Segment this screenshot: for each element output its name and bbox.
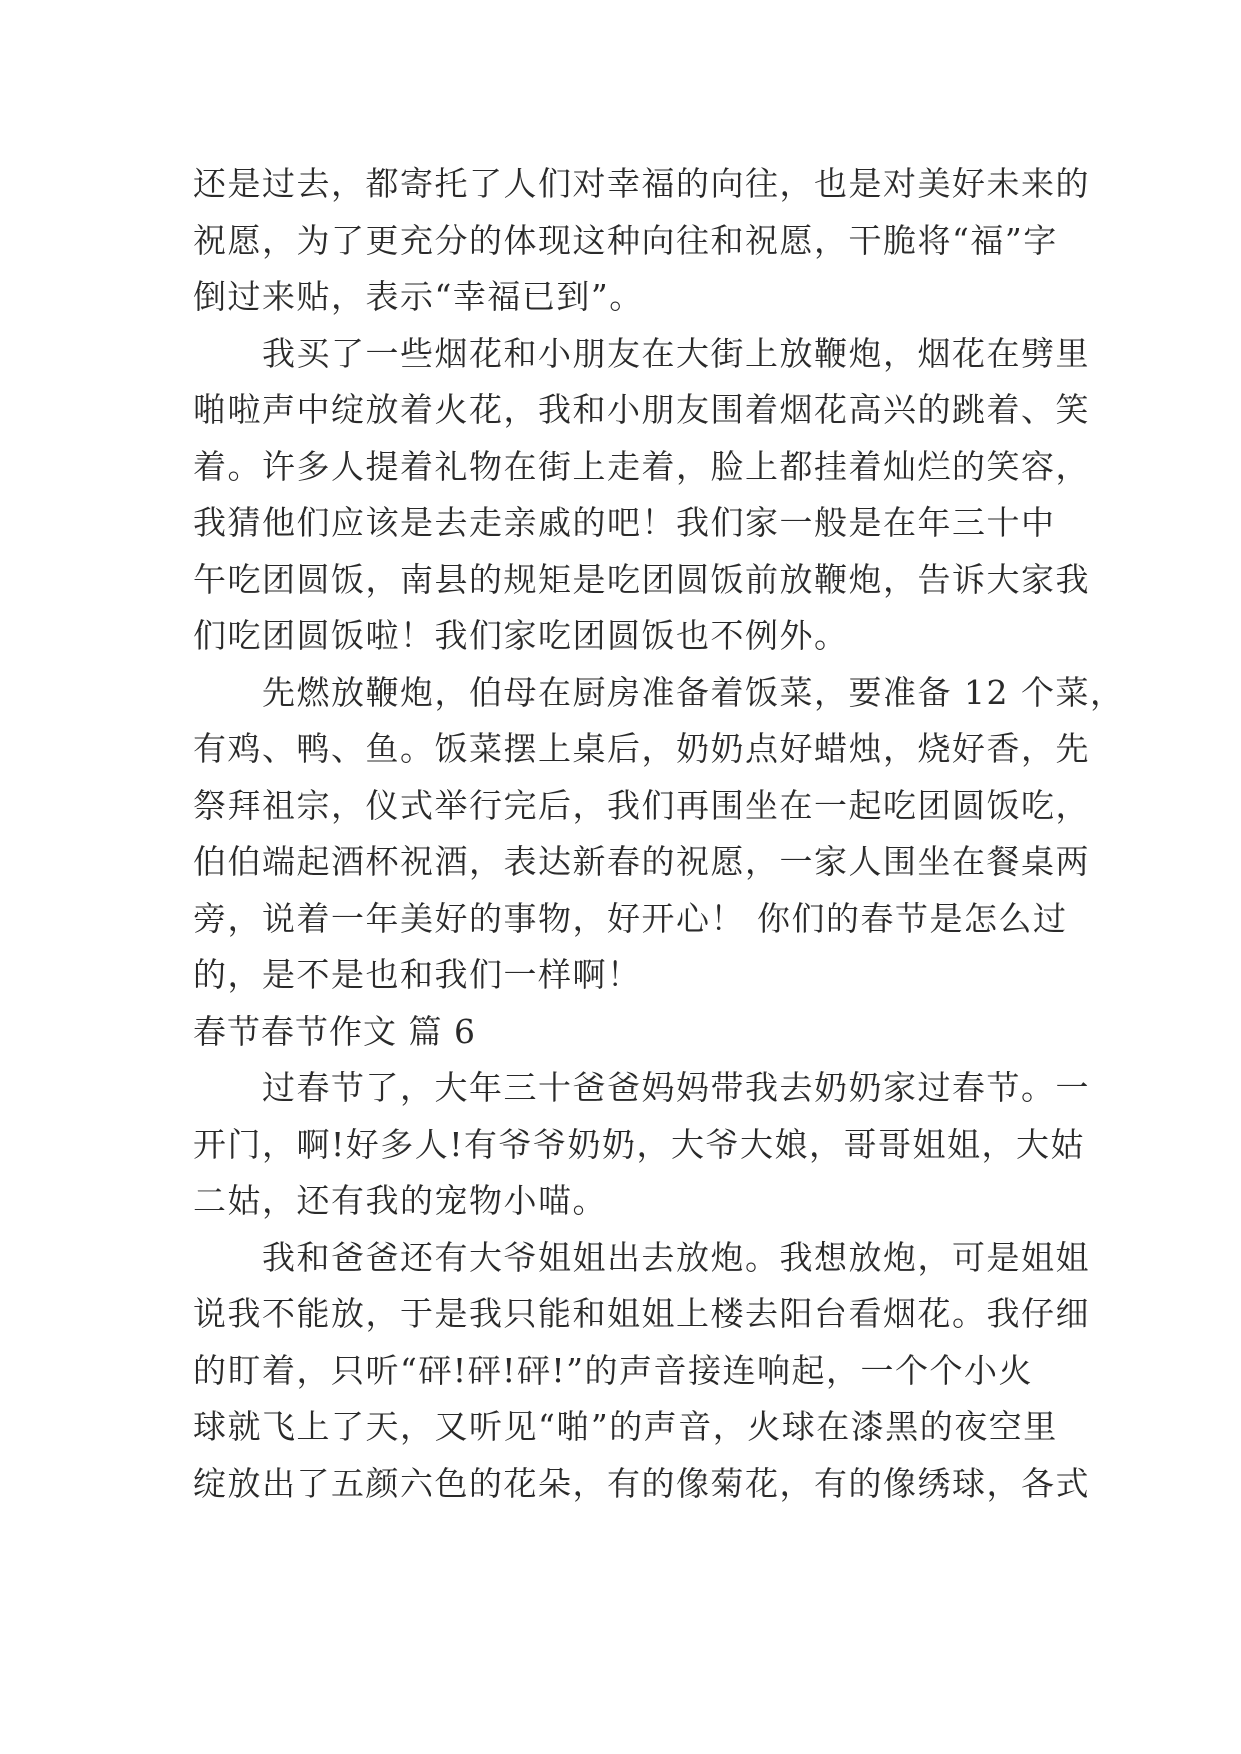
text-line: 倒过来贴，表示“幸福已到”。	[193, 277, 644, 316]
text-line: 我猜他们应该是去走亲戚的吧！我们家一般是在年三十中	[193, 503, 1056, 542]
text-line: 说我不能放，于是我只能和姐姐上楼去阳台看烟花。我仔细	[193, 1294, 1090, 1333]
text-line: 的盯着，只听“砰!砰!砰!”的声音接连响起，一个个小火	[193, 1350, 1034, 1390]
text-line: 伯伯端起酒杯祝酒，表达新春的祝愿，一家人围坐在餐桌两	[193, 842, 1090, 881]
text-line: 先燃放鞭炮，伯母在厨房准备着饭菜，要准备 12 个菜，	[193, 672, 1125, 712]
text-line: 们吃团圆饭啦！我们家吃团圆饭也不例外。	[193, 616, 849, 655]
document-body	[193, 156, 1125, 1512]
text-line: 有鸡、鸭、鱼。饭菜摆上桌后，奶奶点好蜡烛，烧好香，先	[193, 729, 1090, 768]
section-heading: 春节春节作文 篇 6	[193, 1011, 476, 1051]
text-line: 过春节了，大年三十爸爸妈妈带我去奶奶家过春节。一	[193, 1068, 1090, 1107]
text-line: 午吃团圆饭，南县的规矩是吃团圆饭前放鞭炮，告诉大家我	[193, 559, 1090, 599]
text-line: 的，是不是也和我们一样啊！	[193, 955, 642, 994]
text-line: 着。许多人提着礼物在街上走着，脸上都挂着灿烂的笑容，	[193, 446, 1090, 486]
text-line: 旁，说着一年美好的事物，好开心！ 你们的春节是怎么过	[193, 898, 1068, 938]
text-line: 开门，啊!好多人!有爷爷奶奶，大爷大娘，哥哥姐姐，大姑	[193, 1124, 1086, 1164]
text-line: 绽放出了五颜六色的花朵，有的像菊花，有的像绣球，各式	[193, 1463, 1090, 1503]
text-line: 二姑，还有我的宠物小喵。	[193, 1181, 607, 1220]
text-line: 啪啦声中绽放着火花，我和小朋友围着烟花高兴的跳着、笑	[193, 390, 1090, 429]
text-line: 还是过去，都寄托了人们对幸福的向往，也是对美好未来的	[193, 164, 1090, 203]
text-line: 球就飞上了天，又听见“啪”的声音，火球在漆黑的夜空里	[193, 1407, 1058, 1446]
text-line: 我买了一些烟花和小朋友在大街上放鞭炮，烟花在劈里	[193, 333, 1090, 373]
text-line: 祭拜祖宗，仪式举行完后，我们再围坐在一起吃团圆饭吃，	[193, 785, 1090, 825]
text-line: 祝愿，为了更充分的体现这种向往和祝愿，干脆将“福”字	[193, 220, 1058, 260]
text-line: 我和爸爸还有大爷姐姐出去放炮。我想放炮，可是姐姐	[193, 1237, 1090, 1277]
